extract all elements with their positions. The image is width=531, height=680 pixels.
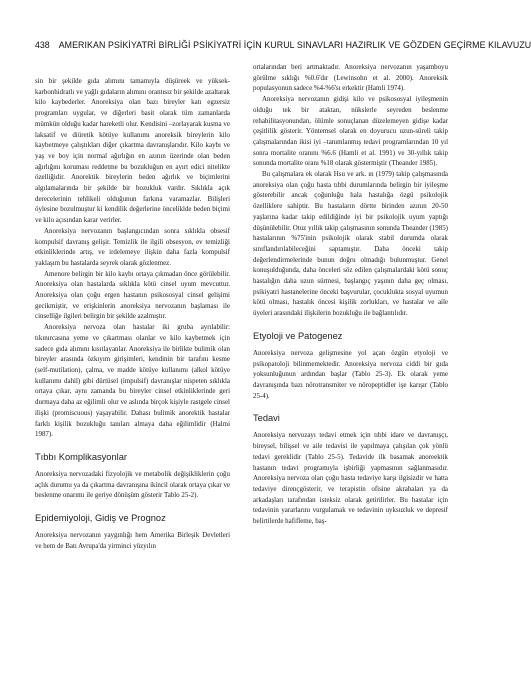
paragraph: sin bir şekilde gıda alımını tamamıyla düşüreek ve yüksek- karbonhidratlı ve yağlı gıdaların alımını orantısız bir şekilde azaltarak kilo kaybederler. Anoreksiya olan bazı bireyler katı egzersiz programları uygular, ve diğerleri basit olarak tüm zamanlarda mümkün olduğu kadar hareketli olur. Kendisini –zorlayarak kusma ve laksatif ve diüretik kötüye kullanımı anoreksik bireylerin kilo kaybetmeye çalıştıkları diğer çıkartma davranışlarıdır. Kilo kaybı ve yaş ve boy için normal ağırlığın en azının üzerinde olan beden ağırlığını koruması reddetme bu bozukluğun en ayırt edici nitelikte özelliğidir. Anorektik bireylerin beden ağırlık ve biçimlerini algılamalarında bir şekilde bir bozukluk vardır. Sıklıkla açık derecelerinin tehlikeli olduğunun farkına varamazlar. Bilişleri öylesine bozulmuştur ki kendilik değerlerine önceliklde beden biçimi ve kilo açısından karar verirler.	[35, 77, 230, 225]
paragraph: Anoreksiya nervozanın yaygınlığı hem Amerika Birleşik Devletleri ve hem de Batı Avrupa'da yirminci yüzyılın	[35, 531, 230, 550]
running-title: AMERIKAN PSİKİYATRİ BİRLİĞİ PSİKİYATRİ İÇİN KURUL SINAVLARI HAZIRLIK VE GÖZDEN GEÇİRME KILAVUZU	[58, 40, 531, 50]
paragraph: Anoreksiya nervozanın başlangıcından sonra sıklıkla obsesif kompulsif davranış gelişir. Temizlik ile ilgili obsesyon, ev temizliği etkinliklerinde artış, ve irdelemeye ilişkin daha fazla kompulsif yaklaşım bu hastalarda seyrek olarak gözlenmez.	[35, 226, 230, 267]
paragraph: Amenore belirgin bir kilo kaybı ortaya çıkmadan önce görülebilir. Anoreksiya olan hastalarda sıklıkla kötü cinsel uyum mevcuttur. Anoreksiya olan çoğu ergen hastanın psikososyal cinsel gelişimi gecikmiştir, ve erişkinlerin anoreksiya nervozanın başlaması ile cinselliğe ilgileri belirgin bir şekilde azalmıştır.	[35, 269, 230, 321]
paragraph: Anoreksiya nervozadaki fizyolojik ve metabolik değişikliklerin çoğu açlık durumu ya da çıkartma davranışına ikincil olarak ortaya çıkar ve beslenme onarımı ile geriye dönüşüm gösterir Tablo 25-2).	[35, 469, 230, 500]
section-heading-epidemiology: Epidemiyoloji, Gidiş ve Prognoz	[35, 513, 166, 524]
left-column	[35, 76, 230, 551]
paragraph: Anoreksiya nervoza olan hastalar iki gruba ayrılabilir: tıkınırcasına yeme ve çıkartması olanlar ve kilo kaybetmek için sadece gıda alımını kısıtlayanlar. Anoreksiya ile birlikte bulimik olan bireyler arasında özkıyım girişimleri, kendinin bir tarafını kesme (self-mutilation), çalma, ve madde kötüye kullanımı (alkol kötüye kullanımı dahil) gibi dürtüsel (impulsif) davranışlar nispeten sıklıkla ortaya çıkar, aynı zamanda bu bireyler cinsel etkinliklerinde geri durmaya daha az eğilimli olur ve aslında birçok kişiyle rastgele cinsel ilişki (promiscuous) yaşayabilir. Dahası bulimik anorektik hastalar farklı kişilik bozukluğu tanıları almaya daha eğilimlidir (Halmi 1987).	[35, 323, 230, 439]
section-heading-etiology: Etyoloji ve Patogenez	[253, 330, 343, 341]
page-number: 438	[35, 40, 50, 50]
paragraph: Bu çalışmalara ek olarak Hsu ve ark. ın (1979) takip çalışmasında anoreksiya olan çoğu hasta tıbbi durumlarında belirgin bir iyileşme gösterebilir ancak çoğunluğu hala hastalığa özgü psikolojik özelliklere sahiptir. Bu hastaların dörtte birinden azının 20-50 yaşlarına kadar takip edildiğinde iyi bir psikolojik uyum yaptığı düşünülebilir. Otuz yıllık takip çalışmasının sonunda Theander (1985) hastalarının %75'inin psikolojik olarak stabil durumda olarak sınıflandırılabileceğini saptamıştır. Daha önceki takip değerlendirmelerinde bunun doğru olmadığı bulunmuştur. Genel konuşulduğunda, daha önceleri söz edilen çalışmalardaki kötü sonuç hastalığın daha uzun sürmesi, başlangıç yaşının daha geç olması, psikiyatri hastanelerine önceki başvurular, çocuklukta sosyal uyumun kötü olması, hastalık öncesi kişilik zorlukları, ve hastalar ve aile üyeleri arasındaki ilişkilerin bozukluğu ile bağlantılıdır.	[253, 170, 448, 318]
paragraph: Anoreksiya nervoza gelişmesine yol açan özgün etyoloji ve psikopatoloji bilinmemektedir. Anoreksiya nervoza ciddi bir gıda yoksunluğunun ardından başlar (Tablo 25-3). Ek olarak yeme davranışında bazı nörotransmiter ve nöropeptidler işe karışır (Tablo 25-4).	[253, 348, 448, 400]
paragraph: Anoreksiya nervozanın gidişi kilo ve psikososyal iyileşmenin olduğu tek bir ataktan, nükslerle seyreden beslenme rehabilitasyonundan, ölümle sonuçlanan düzelemeyen gidişe kadar çeşitlilik gösterir. Yöntemsel olarak en doyurucu uzun-süreli takip çalışmalarından ikisi iyi –tanımlanmış tedavi programlarından 10 yıl sonra mortalite oranını %6.6 (Hamli et al. 1991) ve 30-yıllık takip sonunda mortalite oranı %18 olarak göstermiştir (Theander 1985).	[253, 95, 448, 168]
right-column	[253, 62, 448, 527]
section-heading-treatment: Tedavi	[253, 413, 280, 424]
section-heading-medical-complications: Tıbbı Komplikasyonlar	[35, 451, 127, 462]
paragraph: ortalarından beri artmaktadır. Anoreksiya nervozanın yaşamboyu görülme sıklığı %0.6'dır (Lewinsohn et al. 2000). Anoreksik populasyonun sadece %4-%6'sı erkektir (Hamli 1974).	[253, 63, 448, 93]
running-header	[35, 40, 531, 51]
paragraph: Anoreksiya nervozayı tedavi etmek için tıbbi idare ve davranışçı, bireysel, bilişsel ve aile tedavisi ile yapılmaya çalışılan çok yönlü tedavi gereklidir (Tablo 25-5). Tedavide ilk basamak anoreektik hastanın tedavi programıyla işbirliği yapmasının sağlanmasıdır. Anoreksiya nervoza olan çoğu hasta tedaviye karşı ilgisizdir ve hatta tedaviye dirençgösterir, ve terapistin ofisine akrabaları ya da arkadaşları tarafından isteksiz olarak getirilirler. Bu hastalar için tedavinin yararlarını vurgulamak ve tedavinin uyksuzluk ve depresif belirtilerde hafifleme, baş-	[253, 431, 448, 526]
